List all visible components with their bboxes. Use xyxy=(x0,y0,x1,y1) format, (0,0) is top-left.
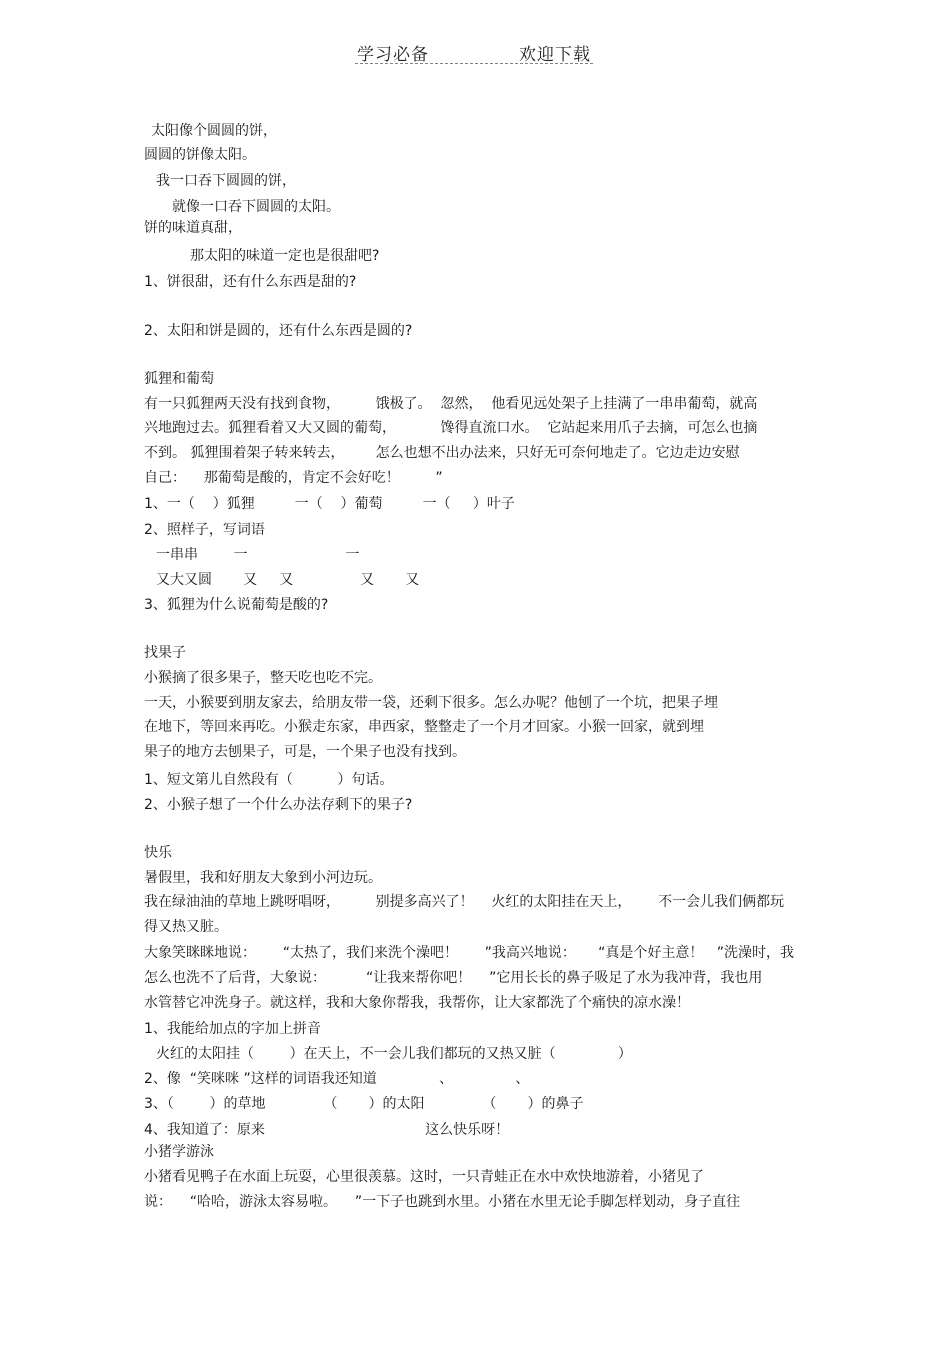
text-line: 小猴摘了很多果子，整天吃也吃不完。 xyxy=(144,670,382,686)
text-line: 小猪看见鸭子在水面上玩耍，心里很羡慕。这时，一只青蛙正在水中欢快地游着，小猪见了 xyxy=(144,1169,704,1185)
text-line: 那太阳的味道一定也是很甜吧? xyxy=(190,248,380,264)
text-line: 兴地跑过去。狐狸看着又大又圆的葡萄， 馋得直流口水。 它站起来用爪子去摘，可怎么也摘 xyxy=(144,420,758,436)
text-line: 饼的味道真甜， xyxy=(144,220,242,236)
section-title: 快乐 xyxy=(144,845,172,861)
question: 1、饼很甜，还有什么东西是甜的? xyxy=(144,274,357,290)
text-line: 圆圆的饼像太阳。 xyxy=(144,147,256,163)
text-line: 得又热又脏。 xyxy=(144,919,228,935)
question: 3、（ ）的草地 （ ）的太阳 （ ）的鼻子 xyxy=(144,1096,584,1112)
question: 1、一（ ）狐狸 一（ ）葡萄 一（ ）叶子 xyxy=(144,496,515,512)
header-right: 欢迎下载 xyxy=(519,45,591,65)
text-line: 我一口吞下圆圆的饼， xyxy=(156,173,296,189)
text-line: 暑假里，我和好朋友大象到小河边玩。 xyxy=(144,870,382,886)
section-title: 找果子 xyxy=(144,645,186,661)
text-line: 怎么也洗不了后背，大象说： “让我来帮你吧！ ”它用长长的鼻子吸足了水为我冲背，我也用 xyxy=(144,970,763,986)
text-line: 又大又圆 又 又 又 又 xyxy=(156,572,420,588)
text-line: 一天，小猴要到朋友家去，给朋友带一袋，还剩下很多。怎么办呢？他刨了一个坑，把果子埋 xyxy=(144,695,718,711)
text-line: 果子的地方去刨果子，可是，一个果子也没有找到。 xyxy=(144,744,466,760)
text-line: 不到。 狐狸围着架子转来转去， 怎么也想不出办法来，只好无可奈何地走了。它边走边安慰 xyxy=(144,445,740,461)
text-line: 太阳像个圆圆的饼， xyxy=(151,123,277,139)
text-line: 大象笑眯眯地说： “太热了，我们来洗个澡吧！ ”我高兴地说： “真是个好主意！ ”洗澡时，我 xyxy=(144,945,795,961)
text-line: 在地下，等回来再吃。小猴走东家，串西家，整整走了一个月才回家。小猴一回家，就到埋 xyxy=(144,719,704,735)
section-title: 狐狸和葡萄 xyxy=(144,371,214,387)
text-line: 火红的太阳挂（ ）在天上，不一会儿我们都玩的又热又脏（ ） xyxy=(156,1046,632,1062)
text-line: 自己： 那葡萄是酸的，肯定不会好吃！ ” xyxy=(144,470,443,486)
header-left: 学习必备 xyxy=(357,45,429,65)
text-line: 说： “哈哈，游泳太容易啦。 ”一下子也跳到水里。小猪在水里无论手脚怎样划动，身子直往 xyxy=(144,1194,741,1210)
question: 1、短文第儿自然段有（ ）句话。 xyxy=(144,772,394,788)
question: 4、我知道了：原来 这么快乐呀！ xyxy=(144,1122,510,1138)
text-line: 一串串 一 一 xyxy=(156,547,360,563)
text-line: 我在绿油油的草地上跳呀唱呀， 别提多高兴了！ 火红的太阳挂在天上， 不一会儿我们俩都玩 xyxy=(144,894,785,910)
question: 2、像 “笑咪咪 ”这样的词语我还知道 、 、 xyxy=(144,1071,530,1087)
question: 2、太阳和饼是圆的，还有什么东西是圆的? xyxy=(144,323,413,339)
text-line: 水管替它冲洗身子。就这样，我和大象你帮我，我帮你，让大家都洗了个痛快的凉水澡！ xyxy=(144,995,690,1011)
text-line: 有一只狐狸两天没有找到食物， 饿极了。 忽然， 他看见远处架子上挂满了一串串葡萄，就高 xyxy=(144,396,758,412)
header-rule xyxy=(355,63,593,64)
text-line: 就像一口吞下圆圆的太阳。 xyxy=(172,199,340,215)
question: 2、小猴子想了一个什么办法存剩下的果子? xyxy=(144,797,413,813)
question: 2、照样子，写词语 xyxy=(144,522,265,538)
section-title: 小猪学游泳 xyxy=(144,1144,214,1160)
question: 3、狐狸为什么说葡萄是酸的? xyxy=(144,597,329,613)
question: 1、我能给加点的字加上拼音 xyxy=(144,1021,321,1037)
